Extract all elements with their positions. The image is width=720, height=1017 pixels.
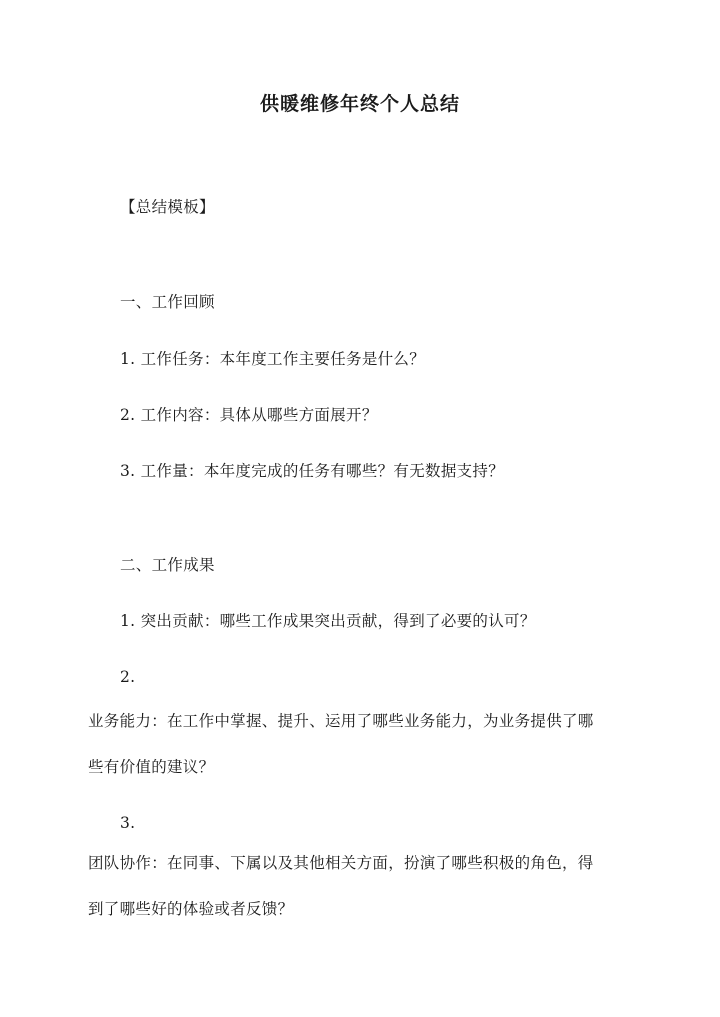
list-item: 1. 突出贡献：哪些工作成果突出贡献，得到了必要的认可？	[120, 612, 536, 630]
paragraph-line: 业务能力：在工作中掌握、提升、运用了哪些业务能力，为业务提供了哪	[88, 712, 594, 730]
list-item-number: 2.	[120, 668, 136, 686]
section-heading-work-results: 二、工作成果	[120, 556, 215, 574]
list-item-number: 3.	[120, 814, 136, 832]
paragraph-line: 团队协作：在同事、下属以及其他相关方面，扮演了哪些积极的角色，得	[88, 854, 594, 872]
section-heading-work-review: 一、工作回顾	[120, 293, 215, 311]
document-title: 供暖维修年终个人总结	[259, 93, 460, 115]
list-item: 1. 工作任务：本年度工作主要任务是什么？	[120, 350, 426, 368]
paragraph-line: 到了哪些好的体验或者反馈？	[88, 900, 294, 918]
template-label: 【总结模板】	[120, 198, 215, 216]
list-item: 2. 工作内容：具体从哪些方面展开？	[120, 406, 378, 424]
list-item: 3. 工作量：本年度完成的任务有哪些？有无数据支持？	[120, 462, 505, 480]
paragraph-line: 些有价值的建议？	[88, 758, 215, 776]
